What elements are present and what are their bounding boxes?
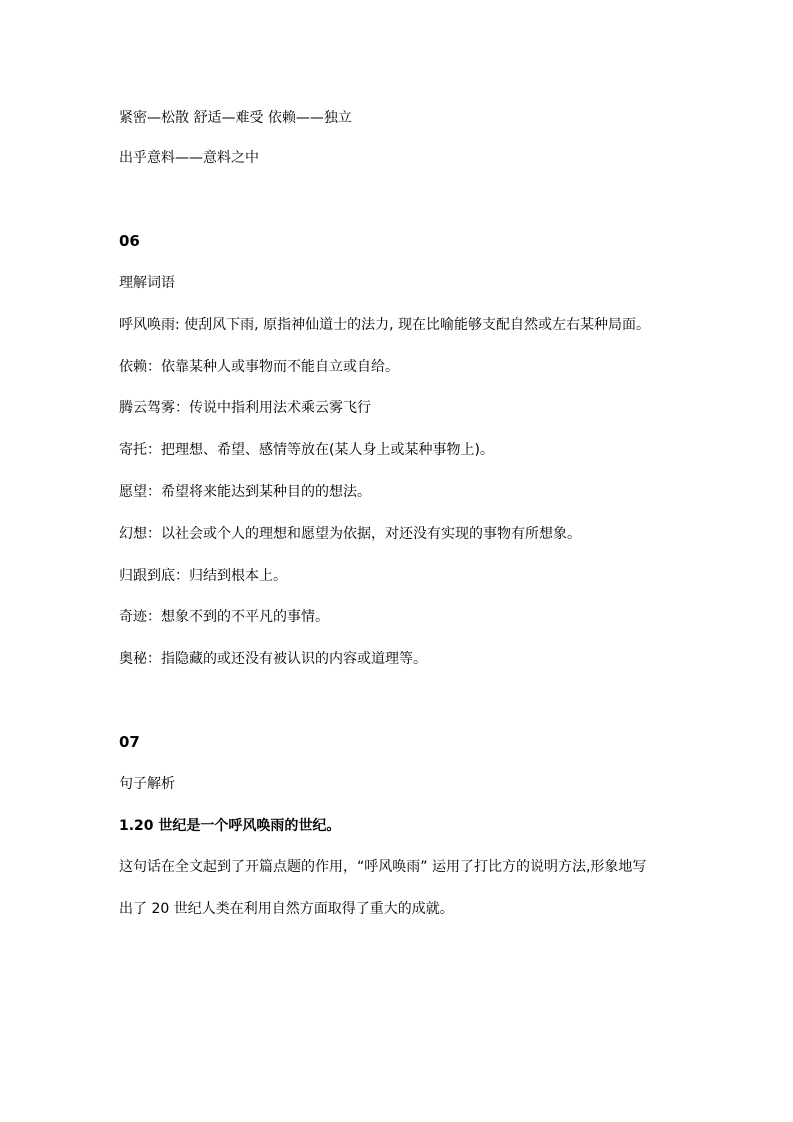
definition-text: 归结到根本上。 — [189, 568, 287, 584]
definition-item — [119, 482, 371, 502]
section-number-07: 07 — [119, 733, 140, 751]
definition-term: 寄托 — [119, 442, 147, 458]
definition-term: 奇迹 — [119, 609, 147, 625]
definition-item — [119, 315, 650, 335]
antonym-pairs-line-2: 出乎意料——意料之中 — [119, 150, 259, 166]
definition-item — [119, 566, 287, 586]
analysis-paragraph-line-1: 这句话在全文起到了开篇点题的作用，“呼风唤雨” 运用了打比方的说明方法,形象地写 — [119, 859, 647, 875]
definition-text: 希望将来能达到某种目的的想法。 — [161, 484, 371, 500]
definition-text: 传说中指利用法术乘云雾飞行 — [189, 400, 371, 416]
definition-separator: ： — [147, 651, 161, 667]
definition-separator: ： — [175, 400, 189, 416]
definition-term: 奥秘 — [119, 651, 147, 667]
definition-text: 想象不到的不平凡的事情。 — [161, 609, 329, 625]
definition-item — [119, 398, 371, 418]
section-title-vocabulary: 理解词语 — [119, 275, 175, 291]
definition-separator: ： — [147, 442, 161, 458]
sentence-heading: 1.20 世纪是一个呼风唤雨的世纪。 — [119, 818, 341, 834]
definition-separator: ： — [147, 526, 161, 542]
definition-separator: ： — [147, 359, 161, 375]
analysis-paragraph-line-2: 出了 20 世纪人类在利用自然方面取得了重大的成就。 — [119, 901, 454, 917]
definition-text: 把理想、希望、感情等放在(某人身上或某种事物上)。 — [161, 442, 494, 458]
definition-separator: ： — [147, 609, 161, 625]
definition-separator: ： — [175, 568, 189, 584]
definition-term: 幻想 — [119, 526, 147, 542]
definition-term: 归跟到底 — [119, 568, 175, 584]
definition-term: 呼风唤雨 — [119, 317, 175, 333]
definition-item — [119, 649, 427, 669]
definition-text: 指隐藏的或还没有被认识的内容或道理等。 — [161, 651, 427, 667]
definition-text: 依靠某种人或事物而不能自立或自给。 — [161, 359, 399, 375]
definition-term: 愿望 — [119, 484, 147, 500]
definition-text: 以社会或个人的理想和愿望为依据，对还没有实现的事物有所想象。 — [161, 526, 581, 542]
definition-separator: : — [175, 317, 185, 333]
section-title-sentence-analysis: 句子解析 — [119, 776, 175, 792]
definition-item — [119, 440, 494, 460]
definition-separator: ： — [147, 484, 161, 500]
definition-text: 使刮风下雨, 原指神仙道士的法力, 现在比喻能够支配自然或左右某种局面。 — [184, 317, 650, 333]
definition-item — [119, 357, 399, 377]
definition-term: 依赖 — [119, 359, 147, 375]
section-number-06: 06 — [119, 232, 140, 250]
definition-term: 腾云驾雾 — [119, 400, 175, 416]
definition-item — [119, 607, 329, 627]
antonym-pairs-line-1: 紧密—松散 舒适—难受 依赖——独立 — [119, 110, 352, 126]
definition-item — [119, 524, 581, 544]
